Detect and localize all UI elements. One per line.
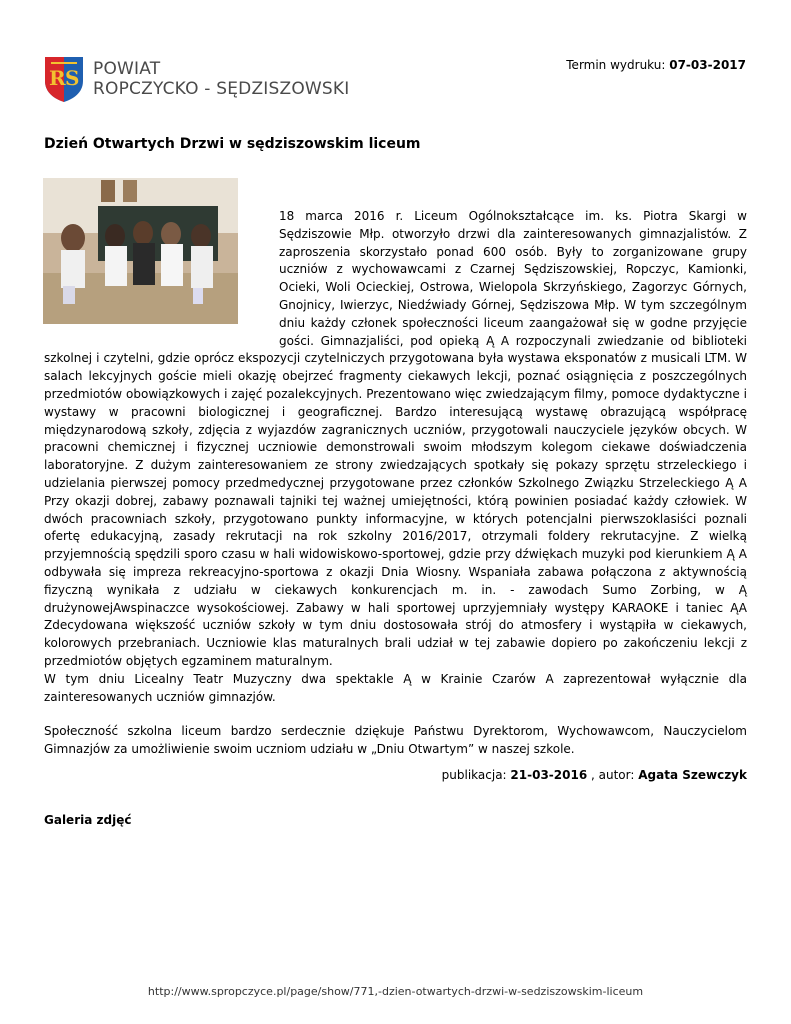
gallery-heading: Galeria zdjęć [44, 813, 132, 827]
svg-text:R: R [49, 66, 66, 90]
photo-spacer [44, 208, 279, 333]
svg-text:S: S [65, 66, 80, 90]
article-title: Dzień Otwartych Drzwi w sędziszowskim liceum [44, 136, 421, 152]
logo-line-1: POWIAT [93, 59, 161, 79]
article-body [44, 208, 747, 759]
publication-meta [442, 768, 747, 782]
print-date [566, 58, 746, 72]
author-name: Agata Szewczyk [638, 768, 747, 782]
print-date-label: Termin wydruku: [566, 58, 666, 72]
author-label: , autor: [591, 768, 635, 782]
publication-date: 21-03-2016 [510, 768, 588, 782]
article-paragraph: Społeczność szkolna liceum bardzo serdecznie dziękuje Państwu Dyrektorom, Wychowawcom, Nauczycielom Gimnazjów za umożliwienie swoim uczniom udziału w „Dniu Otwartym” w naszej szkole. [44, 724, 747, 757]
publication-label: publikacja: [441, 768, 507, 782]
logo-line-2: ROPCZYCKO - SĘDZISZOWSKI [93, 79, 350, 99]
coat-of-arms-icon [43, 55, 85, 103]
print-date-value: 07-03-2017 [669, 58, 746, 72]
county-logo [43, 55, 350, 103]
footer-url[interactable]: http://www.spropczyce.pl/page/show/771,-dzien-otwartych-drzwi-w-sedziszowskim-liceum [147, 985, 644, 998]
article-paragraph: 18 marca 2016 r. Liceum Ogólnokształcące im. ks. Piotra Skargi w Sędziszowie Młp. otworzyło drzwi dla zainteresowanych gimnazjalistów. Z zaproszenia skorzystało ponad 600 osób. Były to zorganizowane grupy uczniów z wychowawcami z Czarnej Sędziszowskiej, Ropczyc, Kamionki, Ocieki, Woli Ocieckiej, Ostrowa, Wielopola Skrzyńskiego, Zagorzyc Górnych, Gnojnicy, Iwierzyc, Niedźwiady Górnej, Sędziszowa Młp. W tym szczególnym dniu każdy członek społeczności liceum zaangażował się w godne przyjęcie gości. Gimnazjaliści, pod opieką Ą A rozpoczynali zwiedzanie od biblioteki szkolnej i czytelni, gdzie oprócz ekspozycji czytelniczych przygotowana była wystawa eksponatów z musicali LTM. W salach lekcyjnych goście mieli okazję obejrzeć fragmenty ciekawych lekcji, poznać osiągnięcia z poszczególnych przedmiotów obowiązkowych i zajęć pozalekcyjnych. Prezentowano więc zwiedzającym filmy, pomoce dydaktyczne i wystawy w pracowni biologicznej i geograficznej. Bardzo interesującą wystawę obrazującą współpracę międzynarodową szkoły, zdjęcia z wyjazdów zagranicznych uczniów, przygotowali nauczyciele języków obcych. W pracowni chemicznej i fizycznej uczniowie demonstrowali swoim młodszym kolegom ciekawe doświadczenia laboratoryjne. Z dużym zainteresowaniem ze strony zwiedzających spotkały się pokazy sprzętu strzeleckiego i udzielania pierwszej pomocy przedmedycznej przygotowane przez członków Szkolnego Związku Strzeleckiego Ą A Przy okazji dobrej, zabawy poznawali tajniki tej ważnej umiejętności, którą powinien posiadać każdy człowiek. W dwóch pracowniach szkoły, przygotowano punkty informacyjne, w których potencjalni pierwszoklasiści poznali ofertę edukacyjną, zasady rekrutacji na rok szkolny 2016/2017, otrzymali foldery rekrutacyjne. Z wielką przyjemnością spędzili sporo czasu w hali widowiskowo-sportowej, gdzie przy dźwiękach muzyki pod kierunkiem Ą A odbywała się impreza rekreacyjno-sportowa z okazji Dnia Wiosny. Wspaniała zabawa połączona z aktywnością fizyczną wynikała z udziału w ciekawych konkurencjach m. in. - zawodach Sumo Zorbing, w Ą drużynowejAwspinaczce wysokościowej. Zabawy w hali sportowej uprzyjemniały występy KARAOKE i taniec ĄA Zdecydowana większość uczniów szkoły w tym dniu dostosowała strój do atmosfery i wystąpiła w ciekawych, kolorowych przebraniach. Uczniowie klas maturalnych brali udział w tej zabawie dopiero po zakończeniu lekcji z przedmiotów objętych egzaminem maturalnym. [44, 209, 747, 668]
article-paragraph: W tym dniu Licealny Teatr Muzyczny dwa spektakle Ą w Krainie Czarów A zaprezentował wyłącznie dla zainteresowanych uczniów gimnazjów. [44, 671, 747, 704]
